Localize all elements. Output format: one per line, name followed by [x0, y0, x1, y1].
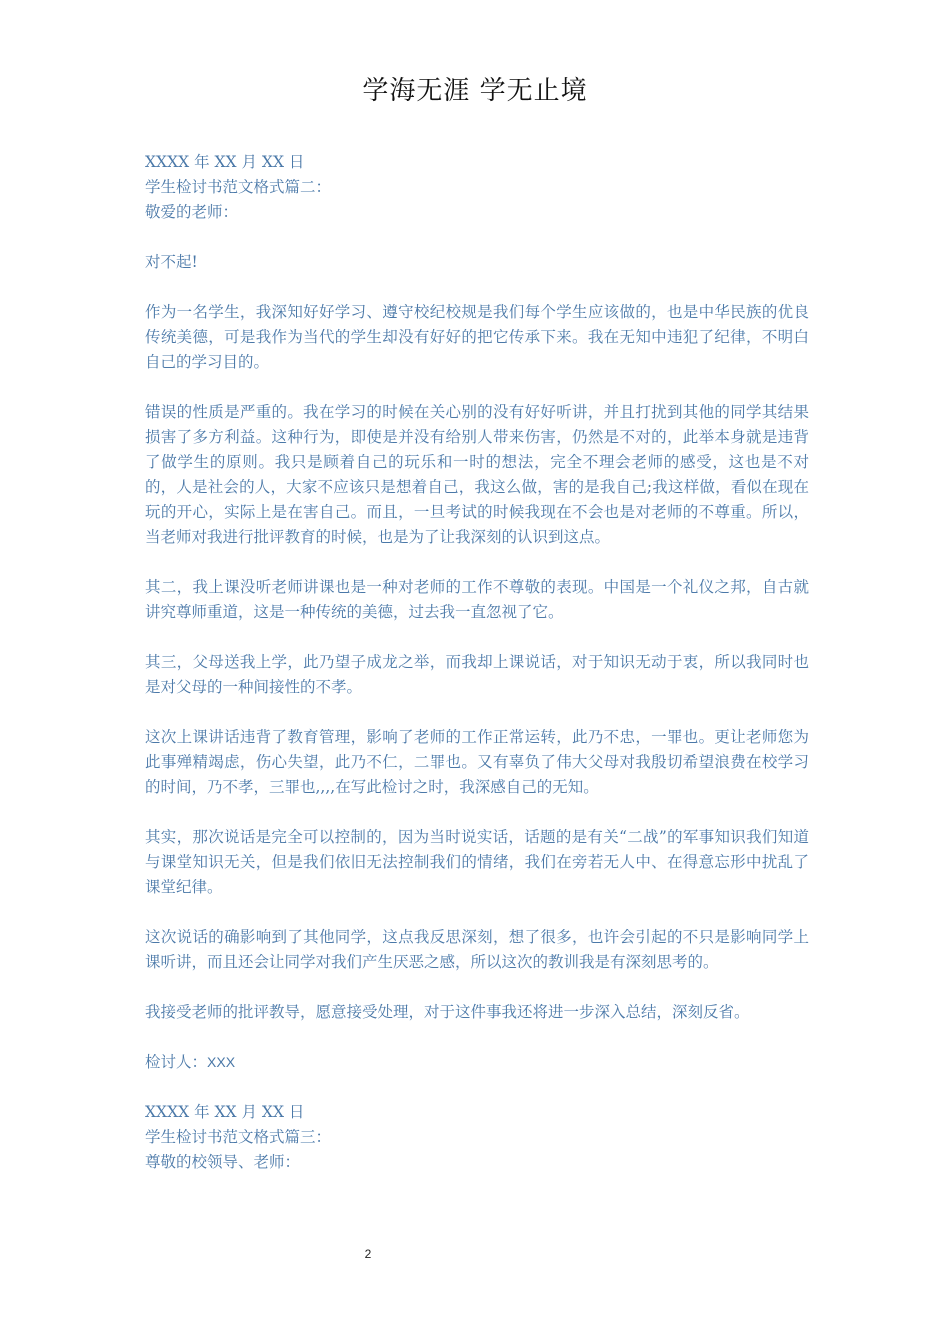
- greeting-3: 尊敬的校领导、老师：: [145, 1153, 301, 1171]
- date-line-2: XXXX 年 XX 月 XX 日: [145, 1103, 305, 1121]
- page-number: 2: [364, 1247, 372, 1261]
- section-title-3: 学生检讨书范文格式篇三：: [145, 1128, 332, 1146]
- spacer: [145, 375, 809, 400]
- paragraph-3: 其二，我上课没听老师讲课也是一种对老师的工作不尊敬的表现。中国是一个礼仪之邦，自古就讲究尊师重道，这是一种传统的美德，过去我一直忽视了它。: [145, 578, 809, 621]
- page-header-title: 学海无涯 学无止境: [362, 76, 588, 106]
- spacer: [145, 275, 809, 300]
- paragraph-1: 作为一名学生，我深知好好学习、遵守校纪校规是我们每个学生应该做的，也是中华民族的优良传统美德，可是我作为当代的学生却没有好好的把它传承下来。我在无知中违犯了纪律，不明白自己的学习目的。: [145, 303, 809, 371]
- paragraph-2: 错误的性质是严重的。我在学习的时候在关心别的没有好好听讲，并且打扰到其他的同学其结果损害了多方利益。这种行为，即使是并没有给别人带来伤害，仍然是不对的，此举本身就是违背了做学生的原则。我只是顾着自己的玩乐和一时的想法，完全不理会老师的感受，这也是不对的，人是社会的人，大家不应该只是想着自己，我这么做，害的是我自己;我这样做，看似在现在玩的开心，实际上是在害自己。而且，一旦考试的时候我现在不会也是对老师的不尊重。所以，当老师对我进行批评教育的时候，也是为了让我深刻的认识到这点。: [145, 403, 809, 546]
- spacer: [145, 225, 809, 250]
- paragraph-6: 其实，那次说话是完全可以控制的，因为当时说实话，话题的是有关“二战”的军事知识我们知道与课堂知识无关，但是我们依旧无法控制我们的情绪，我们在旁若无人中、在得意忘形中扰乱了课堂纪律。: [145, 828, 809, 896]
- spacer: [145, 975, 809, 1000]
- spacer: [145, 550, 809, 575]
- spacer: [145, 1075, 809, 1100]
- document-body: [145, 150, 809, 1175]
- spacer: [145, 625, 809, 650]
- date-line-1: XXXX 年 XX 月 XX 日: [145, 153, 305, 171]
- paragraph-4: 其三，父母送我上学，此乃望子成龙之举，而我却上课说话，对于知识无动于衷，所以我同时也是对父母的一种间接性的不孝。: [145, 653, 809, 696]
- signature-label: 检讨人：: [145, 1053, 208, 1071]
- signature-line: [145, 1050, 809, 1075]
- signature-name: XXX: [207, 1054, 236, 1070]
- paragraph-5: 这次上课讲话违背了教育管理，影响了老师的工作正常运转，此乃不忠，一罪也。更让老师您为此事殚精竭虑，伤心失望，此乃不仁，二罪也。又有辜负了伟大父母对我殷切希望浪费在校学习的时间，乃不孝，三罪也,,,,在写此检讨之时，我深感自己的无知。: [145, 728, 809, 796]
- spacer: [145, 700, 809, 725]
- apology-line: 对不起!: [145, 253, 198, 271]
- spacer: [145, 1025, 809, 1050]
- spacer: [145, 800, 809, 825]
- greeting-2: 敬爱的老师：: [145, 203, 239, 221]
- section-title-2: 学生检讨书范文格式篇二：: [145, 178, 332, 196]
- paragraph-8: 我接受老师的批评教导，愿意接受处理，对于这件事我还将进一步深入总结，深刻反省。: [145, 1003, 750, 1021]
- paragraph-7: 这次说话的确影响到了其他同学，这点我反思深刻，想了很多，也许会引起的不只是影响同学上课听讲，而且还会让同学对我们产生厌恶之感，所以这次的教训我是有深刻思考的。: [145, 928, 809, 971]
- spacer: [145, 900, 809, 925]
